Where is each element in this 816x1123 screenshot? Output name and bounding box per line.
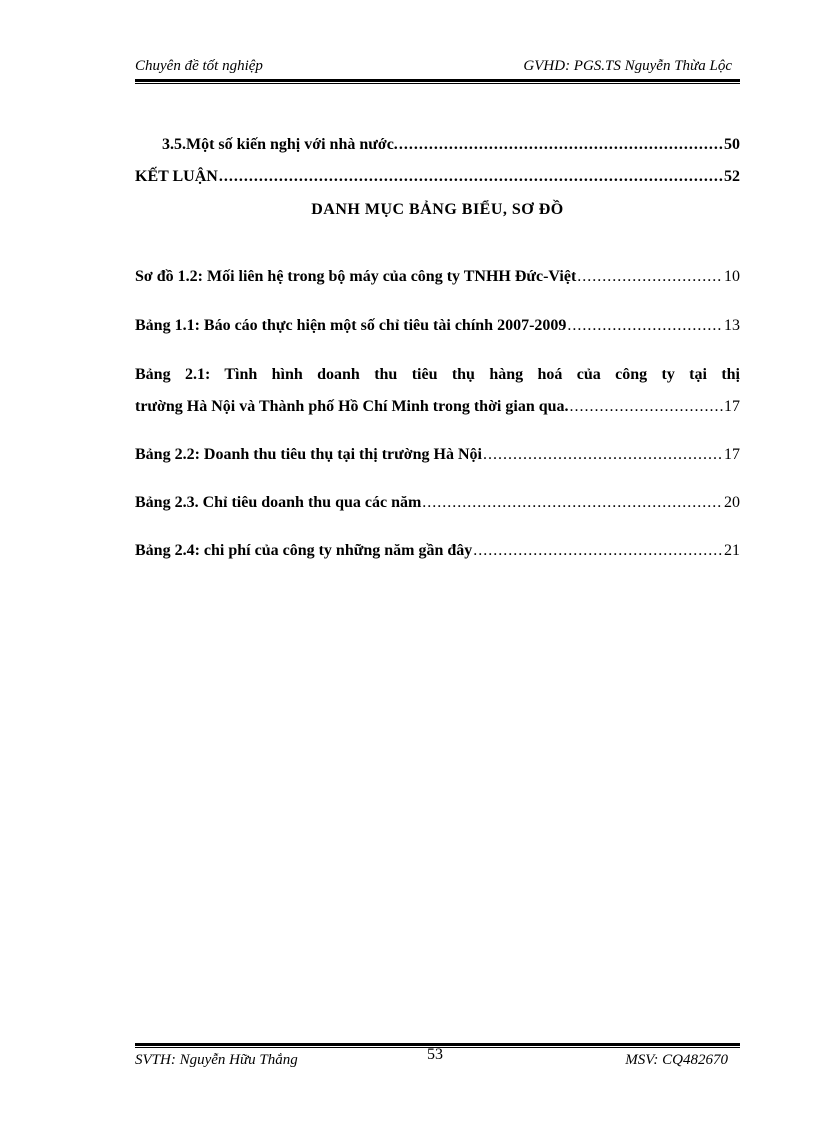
page-header	[135, 58, 740, 78]
toc-entry-ket-luan[interactable]	[135, 168, 740, 186]
list-entry-page: 21	[724, 542, 740, 559]
header-right-text: GVHD: PGS.TS Nguyễn Thừa Lộc	[523, 58, 732, 74]
dot-leader	[219, 168, 723, 186]
header-left-text: Chuyên đề tốt nghiệp	[135, 58, 263, 74]
dot-leader	[567, 317, 723, 335]
list-entry-page: 20	[724, 494, 740, 511]
list-entry-page: 10	[724, 268, 740, 285]
page-number: 53	[427, 1046, 443, 1063]
list-entry-label: trường Hà Nội và Thành phố Hồ Chí Minh trong thời gian qua.	[135, 398, 569, 415]
list-entry[interactable]	[135, 446, 740, 464]
list-entry[interactable]	[135, 317, 740, 335]
list-entry-page: 17	[724, 398, 740, 415]
list-entry-line1[interactable]: Bảng 2.1: Tình hình doanh thu tiêu thụ hàng hoá của công ty tại thị	[135, 366, 740, 383]
footer-right-text: MSV: CQ482670	[625, 1052, 728, 1068]
list-entry[interactable]	[135, 398, 740, 416]
toc-entry-label: KẾT LUẬN	[135, 168, 218, 185]
dot-leader	[577, 268, 723, 286]
list-entry[interactable]	[135, 542, 740, 560]
list-entry-label: Sơ đồ 1.2: Mối liên hệ trong bộ máy của công ty TNHH Đức-Việt	[135, 268, 577, 285]
header-rule-thick	[135, 79, 740, 82]
list-entry-label: Bảng 1.1: Báo cáo thực hiện một số chỉ tiêu tài chính 2007-2009	[135, 317, 567, 334]
toc-entry-label: 3.5.Một số kiến nghị với nhà nước.	[162, 136, 398, 153]
list-entry-label: Bảng 2.3. Chỉ tiêu doanh thu qua các năm	[135, 494, 422, 511]
toc-entry-page: 52	[724, 168, 740, 185]
list-entry[interactable]	[135, 268, 740, 286]
list-entry[interactable]	[135, 494, 740, 512]
toc-entry-page: 50	[724, 136, 740, 153]
list-entry-page: 13	[724, 317, 740, 334]
footer-left-text: SVTH: Nguyễn Hữu Thắng	[135, 1052, 298, 1068]
dot-leader	[473, 542, 723, 560]
list-entry-label: Bảng 2.2: Doanh thu tiêu thụ tại thị trường Hà Nội	[135, 446, 482, 463]
list-entry-page: 17	[724, 446, 740, 463]
page-footer	[135, 1046, 740, 1074]
header-rule-thin	[135, 83, 740, 84]
list-entry-label: Bảng 2.4: chi phí của công ty những năm gần đây	[135, 542, 473, 559]
dot-leader	[422, 494, 723, 512]
section-title: DANH MỤC BẢNG BIỂU, SƠ ĐỒ	[311, 201, 564, 218]
dot-leader	[570, 398, 723, 416]
toc-entry-3-5[interactable]	[162, 136, 740, 154]
dot-leader	[399, 136, 723, 154]
dot-leader	[483, 446, 723, 464]
